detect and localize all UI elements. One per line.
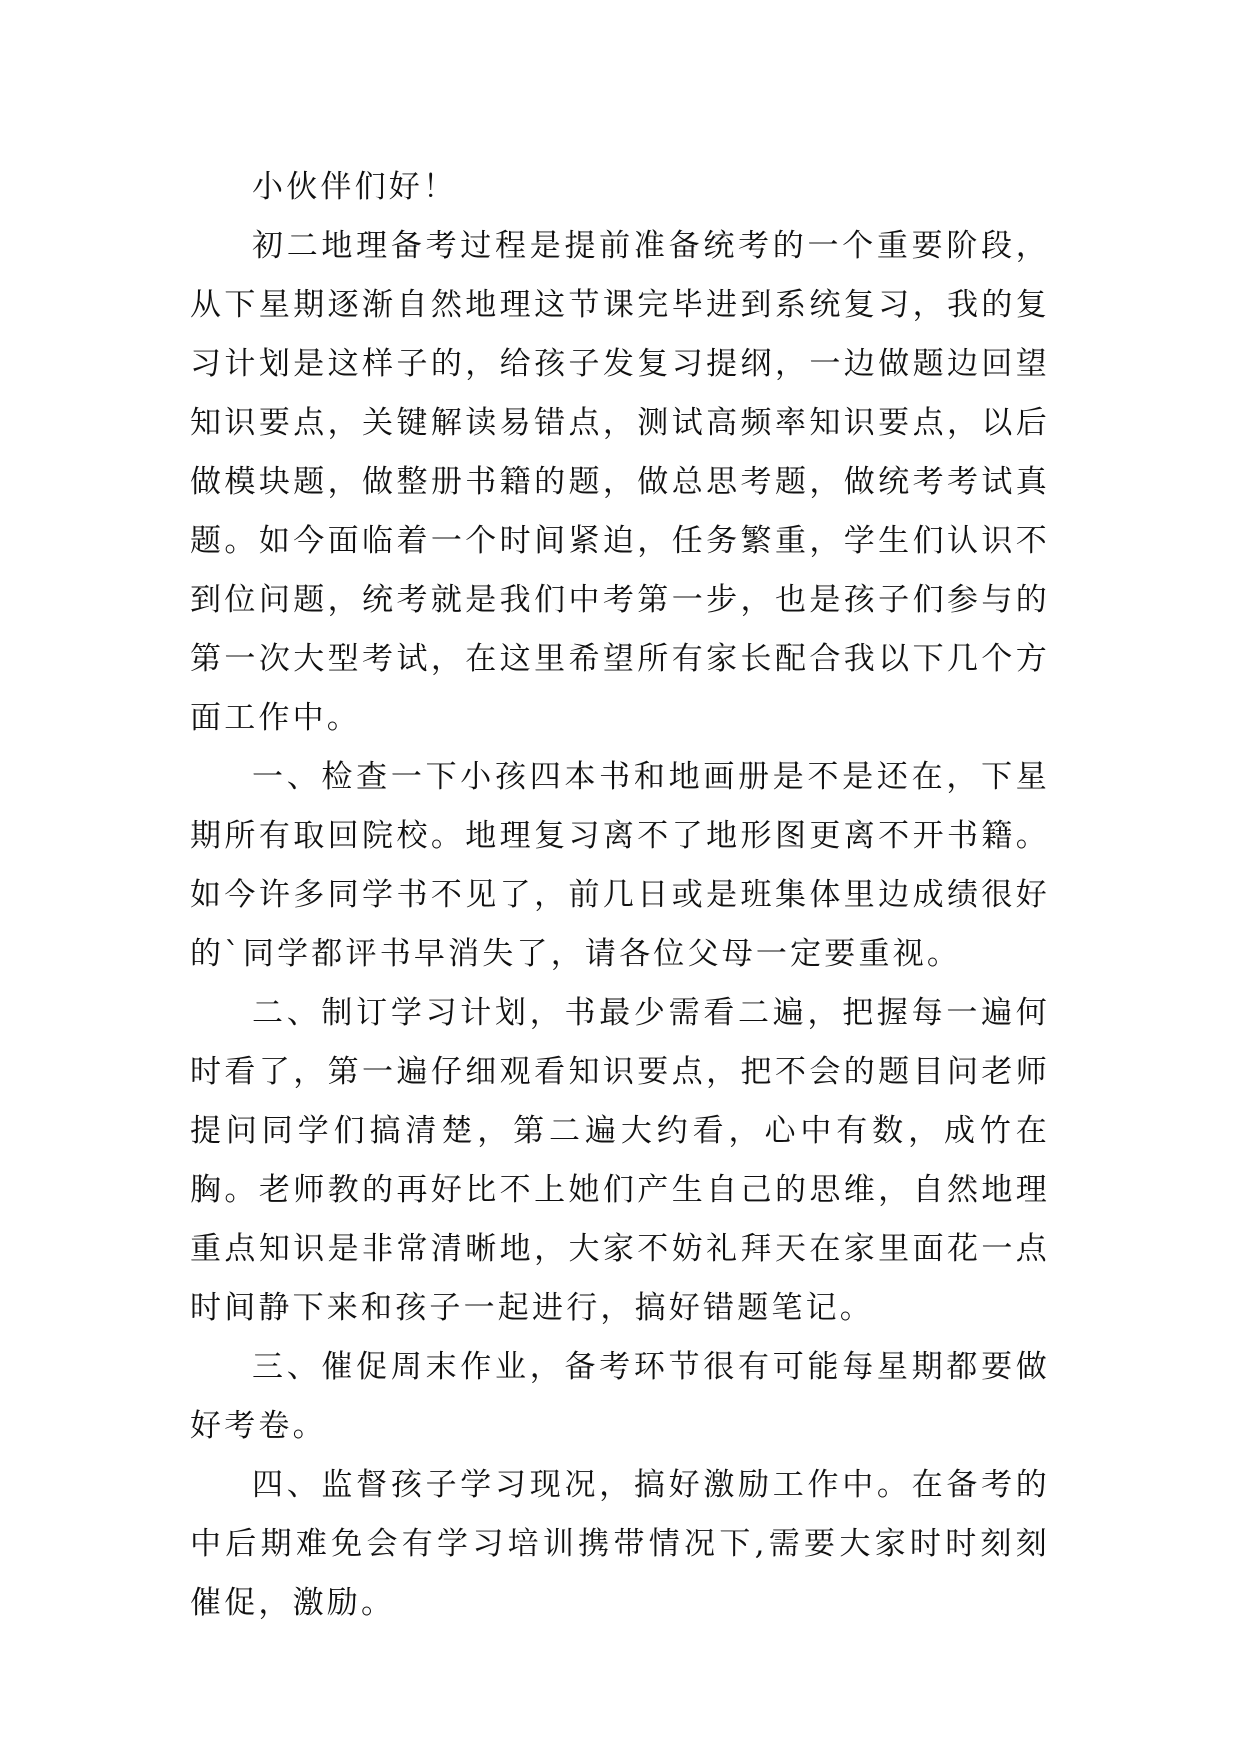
paragraph-item-4: 四、监督孩子学习现况，搞好激励工作中。在备考的中后期难免会有学习培训携带情况下,需要大家时时刻刻催促，激励。 [190, 1467, 1050, 1621]
paragraph-item-1: 一、检查一下小孩四本书和地画册是不是还在，下星期所有取回院校。地理复习离不了地形图更离不开书籍。如今许多同学书不见了，前几日或是班集体里边成绩很好的`同学都评书早消失了，请各位父母一定要重视。 [190, 759, 1050, 972]
paragraph-item-3: 三、催促周末作业，备考环节很有可能每星期都要做好考卷。 [190, 1349, 1050, 1444]
paragraph-item-2: 二、制订学习计划，书最少需看二遍，把握每一遍何时看了，第一遍仔细观看知识要点，把不会的题目问老师提问同学们搞清楚，第二遍大约看，心中有数，成竹在胸。老师教的再好比不上她们产生自己的思维，自然地理重点知识是非常清晰地，大家不妨礼拜天在家里面花一点时间静下来和孩子一起进行，搞好错题笔记。 [190, 995, 1050, 1326]
greeting: 小伙伴们好！ [252, 169, 458, 205]
paragraph-intro: 初二地理备考过程是提前准备统考的一个重要阶段，从下星期逐渐自然地理这节课完毕进到系统复习，我的复习计划是这样子的，给孩子发复习提纲，一边做题边回望知识要点，关键解读易错点，测试高频率知识要点，以后做模块题，做整册书籍的题，做总思考题，做统考考试真题。如今面临着一个时间紧迫，任务繁重，学生们认识不到位问题，统考就是我们中考第一步，也是孩子们参与的第一次大型考试，在这里希望所有家长配合我以下几个方面工作中。 [190, 228, 1050, 736]
document-body [190, 158, 1050, 1633]
